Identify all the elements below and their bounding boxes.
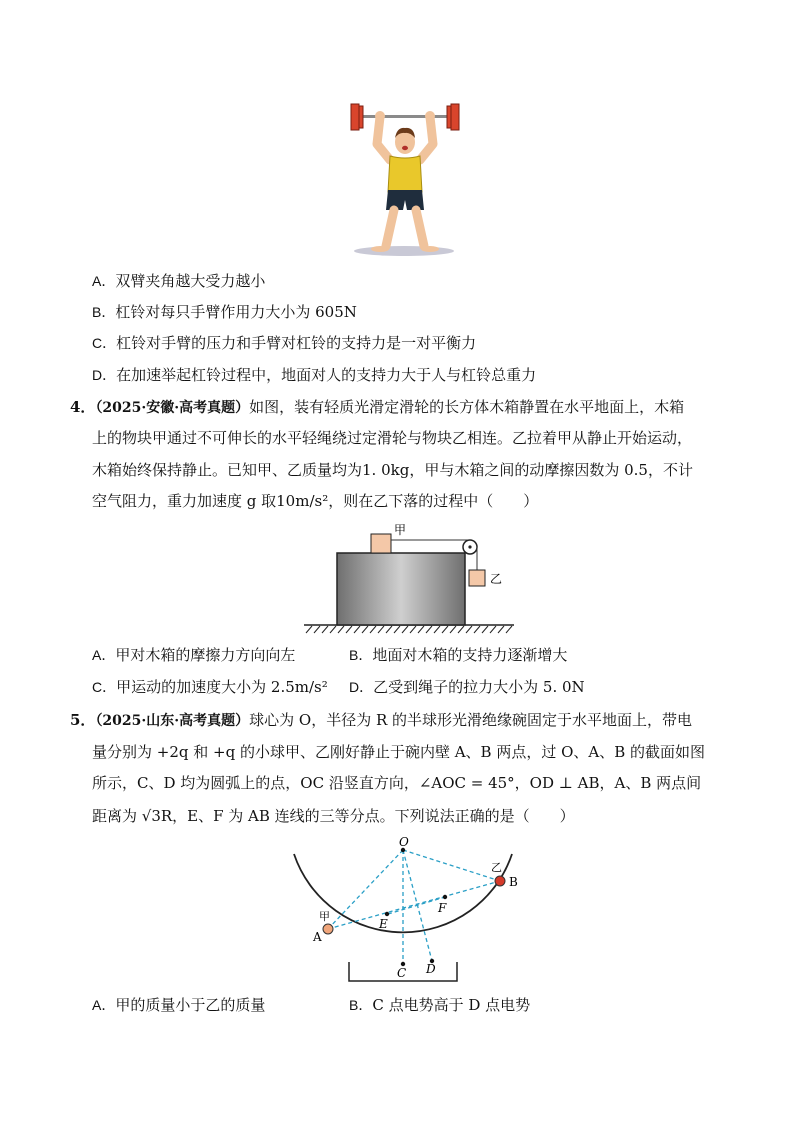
q3-option-d-text: 在加速举起杠铃过程中，地面对人的支持力大于人与杠铃总重力 [116,366,537,384]
q3-option-d-label: D． [92,367,117,383]
q4-option-c-label: C． [92,679,117,695]
q4-option-c [92,677,328,697]
q4-option-c-text: 甲运动的加速度大小为 2.5m/s² [116,678,328,696]
q4-number: 4． [70,398,96,416]
q3-option-b-text: 杠铃对每只手臂作用力大小为 605N [115,303,357,321]
q4-option-a [92,645,295,665]
q5-option-b-text: C 点电势高于 D 点电势 [372,996,531,1014]
q4-line-4: 空气阻力，重力加速度 g 取10m/s²，则在乙下落的过程中（ ） [92,492,539,510]
q4-option-a-text: 甲对木箱的摩擦力方向向左 [115,646,296,664]
q5-label-c: C [397,966,407,980]
q5-source: （2025·山东·高考真题） [95,713,250,729]
q5-number: 5． [70,711,96,729]
q4-option-b [349,645,567,665]
q3-option-c-label: C． [92,335,117,351]
q5-label-e: E [379,917,388,931]
q4-line-3: 木箱始终保持静止。已知甲、乙质量均为1. 0kg，甲与木箱之间的动摩擦因数为 0.5，不计 [92,461,693,479]
q5-option-a-label: A． [92,997,116,1013]
q4-line-2: 上的物块甲通过不可伸长的水平轻绳绕过定滑轮与物块乙相连。乙拉着甲从静止开始运动， [92,429,693,447]
q4-label-jia: 甲 [394,523,407,537]
q4-label-yi: 乙 [490,572,503,586]
q5-bowl-figure [285,835,525,985]
q4-option-d-label: D． [349,679,374,695]
q5-line-3: 所示，C、D 均为圆弧上的点，OC 沿竖直方向，∠AOC = 45°，OD ⊥ AB，A、B 两点间 [92,774,702,792]
q5-line-1 [70,710,692,731]
q4-option-b-label: B． [349,647,373,663]
weightlifter-figure [340,100,470,260]
q5-label-d: D [426,962,436,976]
q5-option-a-text: 甲的质量小于乙的质量 [115,996,266,1014]
q3-option-c [92,333,476,353]
q5-label-jia: 甲 [319,910,330,923]
q5-text-1: 球心为 O，半径为 R 的半球形光滑绝缘碗固定于水平地面上，带电 [249,711,693,729]
q3-option-a-text: 双臂夹角越大受力越小 [115,272,266,290]
q3-option-d [92,365,536,385]
q3-option-b-label: B． [92,304,116,320]
q3-option-a [92,271,265,291]
q4-line-1 [70,397,684,418]
q5-label-o: O [399,835,409,849]
q5-label-b: B [509,875,518,889]
q3-option-c-text: 杠铃对手臂的压力和手臂对杠铃的支持力是一对平衡力 [116,334,477,352]
q3-option-a-label: A． [92,273,116,289]
q4-option-a-label: A． [92,647,116,663]
q5-line-2: 量分别为 +2q 和 +q 的小球甲、乙刚好静止于碗内壁 A、B 两点，过 O、A、B 的截面如图 [92,743,706,761]
q5-option-b [349,995,530,1015]
q4-text-1: 如图，装有轻质光滑定滑轮的长方体木箱静置在水平地面上，木箱 [249,398,685,416]
q3-option-b [92,302,357,322]
q4-box-pulley-figure [300,522,520,634]
q5-label-yi: 乙 [491,861,502,874]
q5-label-f: F [438,901,447,915]
q5-option-a [92,995,265,1015]
q5-label-a: A [313,930,322,944]
q4-option-b-text: 地面对木箱的支持力逐渐增大 [372,646,568,664]
q4-option-d-text: 乙受到绳子的拉力大小为 5. 0N [373,678,585,696]
q4-option-d [349,677,585,697]
q5-line-4: 距离为 √3R，E、F 为 AB 连线的三等分点。下列说法正确的是（ ） [92,807,575,825]
q5-option-b-label: B． [349,997,373,1013]
q4-source: （2025·安徽·高考真题） [95,400,250,416]
